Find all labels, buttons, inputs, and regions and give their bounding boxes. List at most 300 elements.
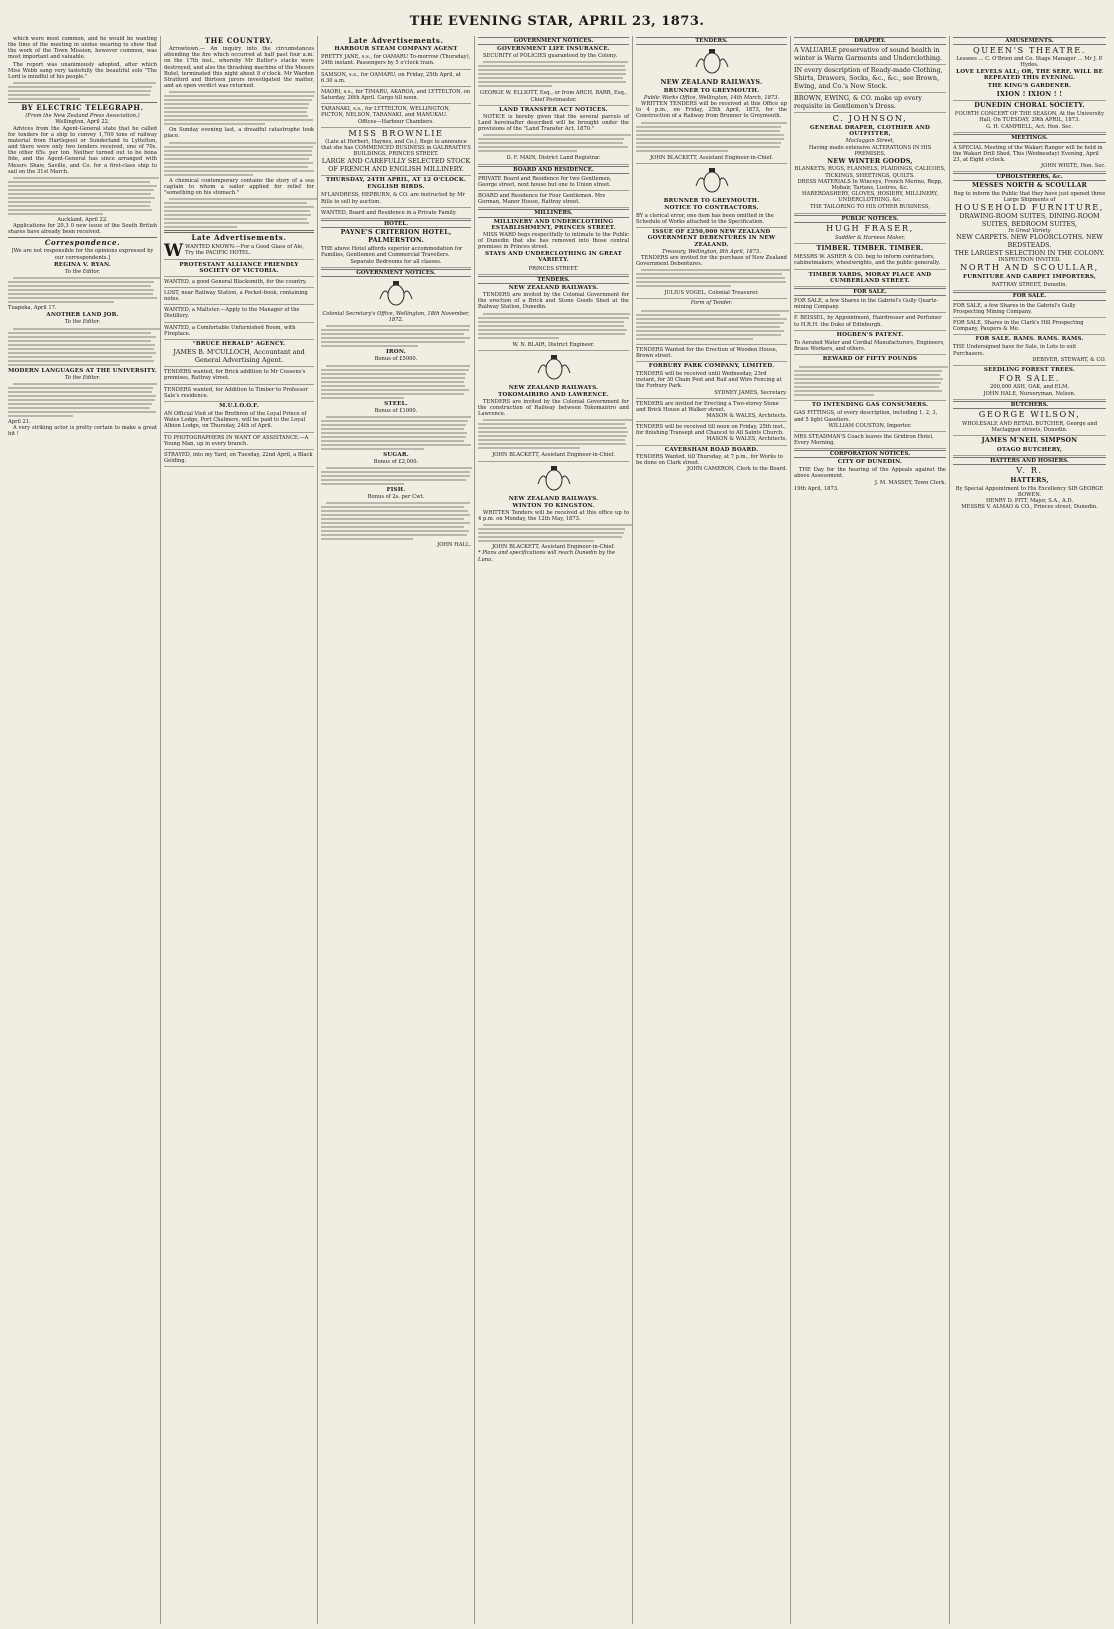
text-line-placeholder xyxy=(13,277,160,279)
advertisement: PRETTY JANE, s.s., for OAMARU To-morrow (Thursday), 24th instant. Passengers by 5 o'clock train. xyxy=(321,53,471,69)
filler-text xyxy=(478,134,629,152)
ad-subheading: ENGLISH BIRDS. xyxy=(367,184,425,191)
dateline: Colonial Secretary's Office, Wellington, 18th November, 1872. xyxy=(322,310,470,324)
text-line-placeholder xyxy=(8,395,156,397)
filler-text xyxy=(321,502,471,540)
filler-text xyxy=(478,61,629,87)
notice-text: BY a clerical error, one item has been omitted in the Schedule of Works attached to the Specification. xyxy=(636,212,787,228)
filler-text xyxy=(636,122,787,152)
text-line-placeholder xyxy=(321,345,418,347)
text-line-placeholder xyxy=(8,209,152,211)
section-heading: DRAPERY. xyxy=(794,37,946,45)
text-line-placeholder xyxy=(326,467,472,469)
signature: G. H. CAMPBELL, Act. Hon. Sec. xyxy=(953,123,1106,133)
text-line-placeholder xyxy=(164,150,312,152)
text-line-placeholder xyxy=(636,134,784,136)
article-text: Applications for 20,3 0 new issue of the South British shares have already been received. xyxy=(8,222,157,236)
text-line-placeholder xyxy=(478,65,625,67)
text-line-placeholder xyxy=(321,530,469,532)
text-line-placeholder xyxy=(169,198,317,200)
advertisement: THE KING'S GARDENER. xyxy=(987,82,1072,89)
section-heading: TENDERS. xyxy=(478,276,629,284)
text-line-placeholder xyxy=(794,394,874,396)
text-line-placeholder xyxy=(164,210,310,212)
text-line-placeholder xyxy=(321,471,470,473)
text-line-placeholder xyxy=(8,360,154,362)
address: PRINCES STREET. xyxy=(478,265,629,275)
text-line-placeholder xyxy=(636,138,784,140)
advertisement: THE Undersigned have for Sale, in Lots to suit Purchasers. DEBIVER, STEWART, & CO. xyxy=(953,343,1106,365)
text-line-placeholder xyxy=(8,185,157,187)
text-line-placeholder xyxy=(321,389,469,391)
text-line-placeholder xyxy=(483,419,633,421)
advertisement: FOR SALE, a few Shares in the Gabriel's Gully Prospecting Mining Company. xyxy=(953,302,1106,318)
filler-text xyxy=(321,467,471,485)
column-5 xyxy=(633,36,791,1624)
address: RATTRAY STREET, Dunedin. xyxy=(953,281,1106,291)
ad-heading: DUNEDIN CHORAL SOCIETY. xyxy=(974,101,1085,110)
text-line-placeholder xyxy=(164,222,309,224)
article-text: On Sunday evening last, a dreadful catastrophe took place. xyxy=(164,127,314,140)
text-line-placeholder xyxy=(636,142,781,144)
text-line-placeholder xyxy=(164,226,237,228)
notice-heading: FISH. xyxy=(386,487,406,494)
advertisement: Beg to inform the Public that they have just opened three Large Shipments of xyxy=(953,190,1106,204)
text-line-placeholder xyxy=(478,333,625,335)
text-line-placeholder xyxy=(164,174,253,176)
text-line-placeholder xyxy=(483,313,630,315)
text-line-placeholder xyxy=(321,534,467,536)
text-line-placeholder xyxy=(321,420,468,422)
advertisement: Having made extensive ALTERATIONS IN HIS PREMISES, xyxy=(808,144,932,157)
letter-salutation: To the Editor. xyxy=(64,319,101,326)
advertisement: DRAWING-ROOM SUITES, DINING-ROOM SUITES, BEDROOM SUITES, xyxy=(959,212,1100,228)
text-line-placeholder xyxy=(641,122,787,124)
filler-text xyxy=(164,198,314,228)
article-text: Advices from the Agent-General state that he called for tenders for a ship to convey 1,700 tons of railway material from Hartlepool or Sunderland to Lyttelton, and there were only two tenders received, one of 70s. the other 65s. per ton. Neither turned out to be bona fide, and the Agent-General has since arranged with Messrs Shaw, Saville, and Co. for a first-class ship to sail on the 31st March. xyxy=(8,125,157,175)
section-heading: CORPORATION NOTICES. xyxy=(794,450,946,458)
advertisement: LOST, near Railway Station, a Pocket-book, containing notes. xyxy=(164,289,314,305)
text-line-placeholder xyxy=(8,407,150,409)
text-line-placeholder xyxy=(8,285,151,287)
text-line-placeholder xyxy=(8,356,152,358)
ad-heading: CAVERSHAM ROAD BOARD. xyxy=(664,446,759,453)
letter-heading: MODERN LANGUAGES AT THE UNIVERSITY. xyxy=(8,367,157,374)
ad-heading: REWARD OF FIFTY POUNDS xyxy=(822,356,918,363)
advertisement: DRESS MATERIALS In Winceys, French Merino, Repp, Mohair, Tartans, Lustres, &c. xyxy=(797,178,943,191)
column-4 xyxy=(475,36,633,1624)
ad-subheading: FURNITURE AND CARPET IMPORTERS, xyxy=(963,274,1096,281)
text-line-placeholder xyxy=(483,134,631,136)
dateline: 19th April, 1873. xyxy=(794,486,839,493)
advertisement: TENDERS Wanted for the Erection of Wooden House, Brown street. xyxy=(636,346,787,362)
section-heading: FOR SALE. xyxy=(794,288,946,296)
section-heading: Late Advertisements. xyxy=(191,233,287,243)
ad-heading: SEEDLING FOREST TREES. xyxy=(983,366,1076,373)
notice-subheading: Bonus of £1000. xyxy=(374,407,418,414)
filler-text xyxy=(636,269,787,287)
text-line-placeholder xyxy=(321,341,465,343)
notice-text: NOTICE is hereby given that the several parcels of Land hereinafter described will be brought under the provisions of the "Land Transfer Act, 1870." xyxy=(478,113,629,133)
text-line-placeholder xyxy=(636,285,731,287)
newspaper-title: THE EVENING STAR, APRIL 23, 1873. xyxy=(409,14,705,29)
text-line-placeholder xyxy=(321,424,466,426)
text-line-placeholder xyxy=(794,382,941,384)
masthead xyxy=(0,0,1114,30)
advertisement: LARGE AND CAREFULLY SELECTED STOCK OF FRENCH AND ENGLISH MILLINERY. xyxy=(321,157,471,176)
signature: JOHN BLACKETT, Assistant Engineer-in-Chief. xyxy=(636,154,787,164)
text-line-placeholder xyxy=(8,189,154,191)
text-line-placeholder xyxy=(164,119,313,121)
text-line-placeholder xyxy=(8,332,151,334)
notice-subheading: Bonus of 2s. per Cwt. xyxy=(367,494,425,501)
text-line-placeholder xyxy=(478,528,625,530)
ad-heading: C. JOHNSON, xyxy=(832,113,908,124)
advertisement: PROTESTANT ALLIANCE FRIENDLY SOCIETY OF VICTORIA. xyxy=(164,261,314,277)
notice-text: TENDERS are invited for the purchase of New Zealand Government Debentures. xyxy=(636,254,787,268)
ad-heading: HOGBEN'S PATENT. xyxy=(836,331,904,338)
section-heading: Correspondence. xyxy=(44,238,121,248)
dateline: Auckland, April 22. xyxy=(57,216,108,223)
dateline: Public Works Office, Wellington, 14th March, 1873. xyxy=(643,94,780,101)
filler-text xyxy=(794,363,946,401)
filler-text xyxy=(8,383,157,417)
text-line-placeholder xyxy=(8,411,156,413)
text-line-placeholder xyxy=(321,506,464,508)
text-line-placeholder xyxy=(8,94,150,96)
filler-text xyxy=(8,82,157,100)
ad-subheading: OTAGO BUTCHERY, xyxy=(953,446,1106,456)
text-line-placeholder xyxy=(164,166,308,168)
text-line-placeholder xyxy=(321,377,465,379)
notice-subheading: Bonus of £5000. xyxy=(374,356,418,363)
ad-heading: TO INTENDING GAS CONSUMERS. xyxy=(811,402,929,409)
text-line-placeholder xyxy=(636,338,753,340)
text-line-placeholder xyxy=(8,213,103,215)
ad-heading: "BRUCE HERALD" AGENCY. xyxy=(192,340,286,347)
advertisement: 200,000 ASH, OAK, and ELM. xyxy=(990,383,1069,390)
advertisement: TENDERS will be received until Wednesday, 23rd instant, for 30 Chain Post and Rail and Wire Fencing at the Forbury Park. SYDNEY JAMES, Secretary. xyxy=(636,370,787,399)
text-line-placeholder xyxy=(13,177,159,179)
notice-text: TENDERS are invited by the Colonial Government for the construction of Railway between Tokomairiro and Lawrence. xyxy=(478,399,629,418)
notice-subheading: BRUNNER TO GREYMOUTH. xyxy=(663,197,760,204)
advertisement: IN every description of Ready-made Clothing, Shirts, Drawers, Socks, &c., &c., see Brown, Ewing, and Co.'s New Stock. xyxy=(794,66,946,93)
advertisement: WANTED, a Maltster.—Apply to the Manager of the Distillery. xyxy=(164,306,314,322)
advertisement: BROWN, EWING, & CO. make up every requisite in Gentlemen's Dress. xyxy=(794,94,946,113)
coat-of-arms-icon xyxy=(534,353,574,383)
coat-of-arms-icon xyxy=(692,47,732,77)
text-line-placeholder xyxy=(8,352,156,354)
text-line-placeholder xyxy=(8,403,152,405)
text-line-placeholder xyxy=(478,435,627,437)
text-line-placeholder xyxy=(164,103,309,105)
article-text: A very striking actor is pretty certain to make a great hit ! xyxy=(8,425,157,438)
text-line-placeholder xyxy=(321,329,469,331)
ad-heading: HUGH FRASER, xyxy=(826,222,914,233)
article-text: Arrowtown.— An inquiry into the circumstances attending the fire which occurred at half past four a.m. on the 17th inst., whereby Mr Butler's stacks were destroyed, and also the thrashing machine of the Messrs Butel, terminated this night about 8 o'clock. Mr Warden Stratford and thirteen jurors investigated the matter, and an open verdict was returned. xyxy=(164,46,314,90)
section-heading: FOR SALE. xyxy=(953,292,1106,300)
ad-heading: THURSDAY, 24TH APRIL, AT 12 O'CLOCK. xyxy=(325,177,467,184)
section-heading: GOVERNMENT NOTICES. xyxy=(321,269,471,277)
notice-subheading: NOTICE TO CONTRACTORS. xyxy=(664,204,759,211)
text-line-placeholder xyxy=(478,337,559,339)
text-line-placeholder xyxy=(636,146,780,148)
section-heading: AMUSEMENTS. xyxy=(953,37,1106,45)
text-line-placeholder xyxy=(321,397,404,399)
advertisement: MESSRS V. ALMAO & CO., Princes street, Dunedin. xyxy=(961,504,1098,511)
letter-date: April 21. xyxy=(8,418,31,425)
advertisement: (Late at Herbert, Haynes, and Co.), Begs to announce that she has COMMENCED BUSINESS in GALBRAITH'S BUILDINGS, PRINCES STREET. xyxy=(321,138,471,157)
section-heading: Late Advertisements. xyxy=(348,36,444,45)
text-line-placeholder xyxy=(641,269,791,271)
text-line-placeholder xyxy=(8,293,153,295)
text-line-placeholder xyxy=(321,333,464,335)
filler-text xyxy=(321,416,471,450)
advertisement: WHOLESALE AND RETAIL BUTCHER, George and Maclaggan streets, Dunedin. xyxy=(953,420,1106,436)
ad-subheading: NEW WINTER GOODS, xyxy=(827,156,913,165)
ad-heading: FOR SALE. RAMS. RAMS. RAMS. xyxy=(975,336,1084,343)
signature: JOHN BLACKETT, Assistant Engineer-in-Chief. xyxy=(478,451,629,461)
ad-subheading: HATTERS, xyxy=(1010,476,1049,485)
advertisement: FOR SALE, Shares in the Clark's Hill Prospecting Company, Paupers & Me. xyxy=(953,319,1106,335)
text-line-placeholder xyxy=(321,436,466,438)
advertisement: HABERDASHERY, GLOVES, HOSIERY, MILLINERY, UNDERCLOTHING, &c. xyxy=(801,191,939,204)
text-line-placeholder xyxy=(636,126,781,128)
text-line-placeholder xyxy=(478,321,624,323)
text-line-placeholder xyxy=(478,77,623,79)
text-line-placeholder xyxy=(321,479,466,481)
newspaper-page xyxy=(5,36,1109,1624)
letter-heading: REGINA V. RYAN. xyxy=(53,261,112,268)
text-line-placeholder xyxy=(164,123,265,125)
section-heading: GOVERNMENT NOTICES. xyxy=(478,37,629,45)
notice-heading: CITY OF DUNEDIN. xyxy=(837,459,903,466)
advertisement: GAS FITTINGS, of every description, including 1, 2, 3, and 5 light Gaseliers. WILLIAM COUSTON, Importer. xyxy=(794,409,946,431)
advertisement: WANTED, a Comfortable Unfurnished Room, with Fireplace. xyxy=(164,324,314,340)
notice-heading: IRON. xyxy=(386,349,406,356)
filler-text xyxy=(478,419,629,449)
notice-subheading: BRUNNER TO GREYMOUTH. xyxy=(663,87,760,94)
text-line-placeholder xyxy=(321,381,464,383)
section-heading: HATTERS AND HOSIERS. xyxy=(953,457,1106,465)
coat-of-arms-icon xyxy=(534,464,574,494)
text-line-placeholder xyxy=(8,364,120,366)
text-line-placeholder xyxy=(326,416,471,418)
text-line-placeholder xyxy=(794,390,942,392)
section-heading: TENDERS. xyxy=(636,37,787,45)
text-line-placeholder xyxy=(164,218,307,220)
text-line-placeholder xyxy=(478,73,626,75)
text-line-placeholder xyxy=(169,142,316,144)
text-line-placeholder xyxy=(641,310,789,312)
text-line-placeholder xyxy=(8,399,155,401)
letter-salutation: To the Editor. xyxy=(64,374,101,381)
ad-heading: PAYNE'S CRITERION HOTEL, PALMERSTON. xyxy=(340,228,452,244)
text-line-placeholder xyxy=(13,383,157,385)
notice-heading: GOVERNMENT LIFE INSURANCE. xyxy=(497,46,610,53)
text-line-placeholder xyxy=(164,154,312,156)
text-line-placeholder xyxy=(321,393,464,395)
text-line-placeholder xyxy=(794,374,940,376)
text-line-placeholder xyxy=(8,336,156,338)
ad-heading: STAYS AND UNDERCLOTHING IN GREAT VARIETY. xyxy=(484,251,623,264)
text-line-placeholder xyxy=(478,423,625,425)
text-line-placeholder xyxy=(164,111,307,113)
text-line-placeholder xyxy=(321,428,464,430)
advertisement: TENDERS wanted, for Brick addition to Mr Cossens's premises, Rattray street. xyxy=(164,368,314,384)
text-line-placeholder xyxy=(478,540,594,542)
text-line-placeholder xyxy=(321,440,464,442)
advertisement: TENDERS are invited for Erecting a Two-storey Stone and Brick House at Walker street. MASON & WALES, Architects. xyxy=(636,400,787,422)
text-line-placeholder xyxy=(478,142,623,144)
text-line-placeholder xyxy=(8,201,151,203)
filler-text xyxy=(8,277,157,303)
notice-heading: LAND TRANSFER ACT NOTICES. xyxy=(499,106,608,113)
advertisement: MISS WARD begs respectfully to intimate to the Public of Dunedin that she has removed into those central premises in Princes street. xyxy=(478,231,629,251)
text-line-placeholder xyxy=(321,448,424,450)
filler-text xyxy=(8,177,157,215)
advertisement: TENDERS will be received till noon on Friday, 25th inst., for finishing Transept and Chancel to All Saints Church. MASON & WALES, Architects. xyxy=(636,423,787,445)
text-line-placeholder xyxy=(8,181,150,183)
ad-heading: V. R. xyxy=(1016,465,1043,476)
notice-text: THE Day for the hearing of the Appeals against the above Assessment. xyxy=(794,466,946,479)
text-line-placeholder xyxy=(8,340,151,342)
text-line-placeholder xyxy=(321,522,470,524)
article-text: A chemical contemporary contains the story of a sea captain to whom a sailor applied for relief for "something on his stomach." xyxy=(164,177,314,196)
notice-text: TENDERS are invited by the Colonial Government for the erection of a Brick and Stone Goods Shed at the Railway Station, Dunedin. xyxy=(478,292,629,311)
advertisement: WWANTED KNOWN.—For a Good Glass of Ale, Try the PACIFIC HOTEL. xyxy=(164,243,314,259)
signature: JOHN HALE, Nurseryman, Nelson. xyxy=(953,390,1106,400)
text-line-placeholder xyxy=(8,344,155,346)
notice-text: WRITTEN Tenders will be received at this office up to 4 p.m. on Monday, the 12th May, 1873. xyxy=(478,509,629,523)
advertisement: To Aerated Water and Cordial Manufacturers, Engineers, Brass Workers, and others. xyxy=(794,339,946,355)
column-2 xyxy=(161,36,318,1624)
filler-text xyxy=(478,524,629,542)
text-line-placeholder xyxy=(478,317,629,319)
text-line-placeholder xyxy=(321,518,464,520)
text-line-placeholder xyxy=(478,85,552,87)
text-line-placeholder xyxy=(636,273,782,275)
text-line-placeholder xyxy=(8,98,80,100)
address: Maclaggan Street, xyxy=(845,138,895,145)
advertisement: In Great Variety xyxy=(1008,228,1051,235)
text-line-placeholder xyxy=(321,510,468,512)
signature: JULIUS VOGEL, Colonial Treasurer. xyxy=(636,289,787,299)
text-line-placeholder xyxy=(321,385,465,387)
advertisement: MRS STEADMAN'S Coach leaves the Gridiron Hotel, Every Morning. xyxy=(794,433,946,449)
ad-heading: QUEEN'S THEATRE. xyxy=(972,45,1087,56)
text-line-placeholder xyxy=(8,197,155,199)
text-line-placeholder xyxy=(478,81,626,83)
advertisement: SAMSON, s.s., for OAMARU, on Friday, 25th April, at 6.30 a.m. xyxy=(321,71,471,87)
ad-heading: FORBURY PARK COMPANY, LIMITED. xyxy=(648,362,775,369)
text-line-placeholder xyxy=(478,536,622,538)
advertisement: F. BEISSEL, by Appointment, Hairdresser and Perfumer to H.R.H. the Duke of Edinburgh. xyxy=(794,314,946,330)
notice-heading: NEW ZEALAND RAILWAYS. xyxy=(508,384,599,391)
filler-text xyxy=(636,307,787,345)
advertisement: TO PHOTOGRAPHERS IN WANT OF ASSISTANCE.—A Young Man, up in every branch. xyxy=(164,434,314,450)
dateline: Wellington, April 22. xyxy=(55,119,110,126)
text-line-placeholder xyxy=(8,86,152,88)
ad-subheading: Saddler & Harness Maker, xyxy=(794,234,946,244)
text-line-placeholder xyxy=(326,365,470,367)
filler-text xyxy=(164,142,314,176)
text-line-placeholder xyxy=(478,532,624,534)
advertisement: JAMES B. M'CULLOCH, Accountant and General Advertising Agent. xyxy=(164,348,314,367)
advertisement: THE above Hotel affords superior accommodation for Families, Gentlemen and Commercial Travellers. Separate Bedrooms for all classes. xyxy=(321,245,471,267)
text-line-placeholder xyxy=(799,366,948,368)
advertisement: THE TAILORING TO HIS OTHER BUSINESS, xyxy=(794,203,946,213)
text-line-placeholder xyxy=(164,202,307,204)
ad-heading: NORTH AND SCOULLAR, xyxy=(960,262,1099,273)
text-line-placeholder xyxy=(636,281,786,283)
text-line-placeholder xyxy=(478,150,577,152)
ad-heading: TIMBER YARDS, MORAY PLACE AND CUMBERLAND STREET. xyxy=(794,271,946,287)
notice-heading: SUGAR. xyxy=(383,451,409,458)
ad-subheading: GENERAL DRAPER, CLOTHIER AND OUTFITTER, xyxy=(809,125,931,138)
notice-heading: NEW ZEALAND RAILWAYS. xyxy=(508,495,599,502)
text-line-placeholder xyxy=(321,514,470,516)
ad-heading: MISS BROWNLIE xyxy=(348,127,444,138)
letter-signoff: Tuapeka, April 17. xyxy=(8,305,57,312)
text-line-placeholder xyxy=(636,277,785,279)
text-line-placeholder xyxy=(636,326,780,328)
text-line-placeholder xyxy=(164,99,312,101)
ad-heading: MILLINERY AND UNDERCLOTHING ESTABLISHMENT, PRINCES STREET. xyxy=(491,218,616,231)
section-heading: HOTEL. xyxy=(321,220,471,228)
advertisement: TARANAKI, s.s., for LYTTELTON, WELLINGTON, PICTON, NELSON, TARANAKI, and MANUKAU. Offices—Harbour Chambers. xyxy=(321,105,471,127)
section-heading: MILLINERS. xyxy=(478,209,629,217)
text-line-placeholder xyxy=(636,318,787,320)
text-line-placeholder xyxy=(478,69,626,71)
advertisement: BLANKETS, RUGS, FLANNELS, PLAIDINGS, CALICOES, TICKINGS, SHEETINGS, QUILTS. xyxy=(794,166,946,179)
text-line-placeholder xyxy=(8,348,154,350)
text-line-placeholder xyxy=(478,439,625,441)
text-line-placeholder xyxy=(483,524,633,526)
section-heading: MEETINGS. xyxy=(953,134,1106,142)
advertisement: A VALUABLE preservative of sound health in winter is Warm Garments and Underclothing. xyxy=(794,46,946,65)
letter-salutation: To the Editor. xyxy=(64,268,101,275)
advertisement: THE LARGEST SELECTION IN THE COLONY. xyxy=(954,248,1105,257)
notice-heading: NEW ZEALAND RAILWAYS. xyxy=(508,284,599,291)
coat-of-arms-icon xyxy=(376,279,416,309)
text-line-placeholder xyxy=(13,328,161,330)
ad-heading: TIMBER. TIMBER. TIMBER. xyxy=(816,243,924,252)
column-3 xyxy=(318,36,475,1624)
text-line-placeholder xyxy=(326,502,470,504)
signature: W. N. BLAIR, District Engineer. xyxy=(478,341,629,351)
text-line-placeholder xyxy=(321,483,404,485)
section-heading: THE COUNTRY. xyxy=(204,36,274,45)
ad-heading: HARBOUR STEAM COMPANY AGENT xyxy=(334,46,458,53)
footnote: * Plans and specifications will reach Dunedin by the Luna. xyxy=(478,550,616,563)
notice-heading: NEW ZEALAND RAILWAYS. xyxy=(660,78,763,87)
advertisement: Lessees ... C. O'Brien and Co. Stage Manager ... Mr J. P. Hydes. xyxy=(956,55,1103,69)
text-line-placeholder xyxy=(321,373,466,375)
section-heading: BUTCHERS. xyxy=(953,401,1106,409)
signature: D. F. MAIN, District Land Registrar. xyxy=(478,154,629,164)
column-1 xyxy=(5,36,161,1624)
advertisement: BOARD and Residence for Four Gentlemen. Mrs Gorman, Manor House, Rattray street. xyxy=(478,192,629,208)
ad-heading: GEORGE WILSON, xyxy=(978,409,1081,420)
text-line-placeholder xyxy=(8,205,150,207)
text-line-placeholder xyxy=(8,301,114,303)
text-line-placeholder xyxy=(483,61,628,63)
advertisement: MESSRS W. ASHER & CO. beg to inform contractors, cabinetmakers, wheelwrights, and the public generally. xyxy=(794,253,946,269)
signature: JOHN HALL. xyxy=(437,542,471,549)
signature: GEORGE W. ELLIOTT, Esq., or from ARCH. BARR, Esq., Chief Postmaster. xyxy=(478,89,629,105)
text-line-placeholder xyxy=(164,115,308,117)
